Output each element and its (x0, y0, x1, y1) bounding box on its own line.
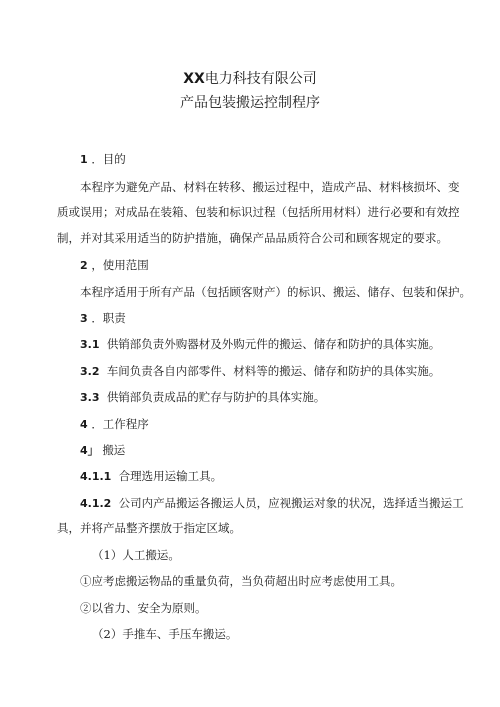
section-4-1-2 (80, 496, 464, 511)
section-4-1-title: 搬运 (102, 443, 126, 457)
section-3-title: ．职责 (91, 311, 126, 325)
section-1-number: 1 (80, 153, 88, 166)
section-4-1-1 (80, 469, 222, 484)
section-1-para-line-3: 制，并对其采用适当的防护措施，确保产品品质符合公司和顾客规定的要求。 (57, 231, 448, 245)
section-2-number: 2 (80, 259, 88, 272)
section-4-1-1-text: 合理选用运输工具。 (118, 469, 223, 483)
company-title (0, 70, 500, 88)
section-3-3-text: 供销部负责成品的贮存与防护的具体实施。 (106, 390, 326, 404)
section-1-para-line-1: 本程序为避免产品、材料在转移、搬运过程中，造成产品、材料核损坏、变 (80, 180, 460, 194)
section-4-1-number: 4」 (80, 444, 99, 457)
section-4-1-2-text-a: 公司内产品搬运各搬运人员，应视搬运对象的状况，选择适当搬运工 (118, 496, 464, 510)
item-1-b: ②以省力、安全为原则。 (80, 601, 207, 615)
section-3-2 (80, 364, 440, 379)
section-3-heading (80, 311, 126, 326)
section-3-2-text: 车间负责各自内部零件、材料等的搬运、储存和防护的具体实施。 (106, 364, 441, 378)
section-1-para-line-2: 质或误用；对成品在装箱、包装和标识过程（包括所用材料）进行必要和有效控 (57, 205, 460, 219)
section-3-number: 3 (80, 312, 88, 325)
item-1: （1）人工搬运。 (92, 548, 180, 562)
section-1-title: ．目的 (91, 152, 126, 166)
company-prefix: XX (183, 71, 205, 87)
section-3-1-text: 供销部负责外购器材及外购元件的搬运、储存和防护的具体实施。 (106, 337, 441, 351)
section-4-1-2-text-b: 具，并将产品整齐摆放于指定区域。 (57, 521, 241, 535)
section-3-3-number: 3.3 (80, 391, 100, 404)
section-4-number: 4 (80, 418, 88, 431)
section-2-heading (80, 258, 149, 273)
item-1-a: ①应考虑搬运物品的重量负荷，当负荷超出时应考虑使用工具。 (80, 574, 402, 588)
document-subtitle: 产品包装搬运控制程序 (180, 95, 320, 111)
section-1-heading (80, 152, 126, 167)
section-3-1-number: 3.1 (80, 338, 100, 351)
item-2: （2）手推车、手压车搬运。 (92, 627, 238, 641)
section-4-1-1-number: 4.1.1 (80, 470, 112, 483)
section-3-3 (80, 390, 325, 405)
section-4-heading (80, 417, 149, 432)
section-3-2-number: 3.2 (80, 365, 100, 378)
section-3-1 (80, 337, 440, 352)
section-2-title: ，使用范围 (91, 258, 149, 272)
company-name-rest: 电力科技有限公司 (204, 71, 317, 87)
section-2-para: 本程序适用于所有产品（包括顾客财产）的标识、搬运、储存、包装和保护。 (80, 285, 471, 299)
section-4-1-2-number: 4.1.2 (80, 497, 112, 510)
section-4-title: ．工作程序 (91, 417, 149, 431)
section-4-1-heading (80, 443, 125, 458)
